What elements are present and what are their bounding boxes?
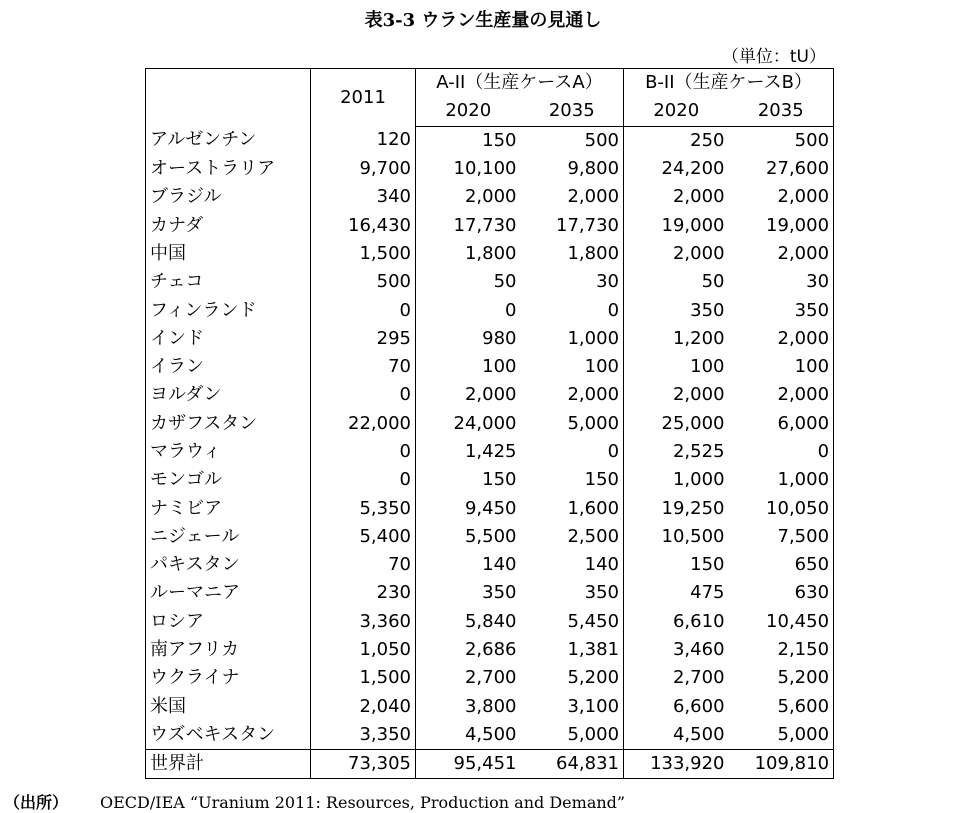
value-cell: 500 [729, 126, 834, 155]
value-cell: 3,350 [311, 721, 416, 750]
value-cell: 295 [311, 325, 416, 353]
value-cell: 2,000 [672, 186, 725, 208]
header-a-2020: 2020 [416, 97, 521, 126]
value-cell: 230 [311, 579, 416, 607]
value-cell: 2,700 [672, 667, 725, 689]
table-row [146, 438, 834, 466]
country-name: 世界計 [146, 750, 311, 779]
table-row [146, 579, 834, 607]
header-group-b: B-II（生産ケースB） [624, 69, 834, 98]
value-cell: 4,500 [672, 723, 725, 745]
country-name: フィンランド [146, 296, 311, 324]
value-cell: 6,000 [729, 410, 834, 438]
value-cell: 5,000 [521, 721, 624, 750]
value-cell: 100 [521, 353, 624, 381]
country-name: ウズベキスタン [146, 721, 311, 750]
value-cell: 22,000 [311, 410, 416, 438]
value-cell: 10,450 [729, 608, 834, 636]
table-row [146, 183, 834, 211]
value-cell: 133,920 [624, 750, 729, 779]
value-cell: 1,500 [311, 240, 416, 268]
table-row [146, 494, 834, 522]
value-cell: 25,000 [661, 412, 725, 434]
value-cell: 100 [729, 353, 834, 381]
value-cell: 2,000 [521, 381, 624, 409]
value-cell: 0 [311, 438, 416, 466]
value-cell: 6,610 [672, 610, 725, 632]
value-cell: 1,800 [464, 242, 517, 264]
table-row [146, 664, 834, 692]
value-cell: 350 [690, 299, 725, 321]
value-cell: 2,000 [521, 183, 624, 211]
value-cell: 0 [521, 438, 624, 466]
value-cell: 350 [521, 579, 624, 607]
country-name: カナダ [146, 211, 311, 239]
country-name: モンゴル [146, 466, 311, 494]
value-cell: 1,000 [672, 469, 725, 491]
value-cell: 250 [690, 129, 725, 151]
value-cell: 3,800 [464, 695, 517, 717]
value-cell: 2,000 [464, 384, 517, 406]
header-b-2035: 2035 [729, 97, 834, 126]
value-cell: 2,700 [464, 667, 517, 689]
value-cell: 2,000 [729, 381, 834, 409]
country-name: カザフスタン [146, 410, 311, 438]
value-cell: 95,451 [416, 750, 521, 779]
table-row [146, 353, 834, 381]
source-text: OECD/IEA “Uranium 2011: Resources, Production and Demand” [100, 793, 626, 812]
value-cell: 27,600 [729, 155, 834, 183]
value-cell: 0 [729, 438, 834, 466]
country-name: ロシア [146, 608, 311, 636]
value-cell: 30 [521, 268, 624, 296]
country-name: インド [146, 325, 311, 353]
table-row [146, 608, 834, 636]
value-cell: 340 [311, 183, 416, 211]
country-name: オーストラリア [146, 155, 311, 183]
country-name: ニジェール [146, 523, 311, 551]
value-cell: 3,360 [311, 608, 416, 636]
value-cell: 150 [482, 469, 517, 491]
value-cell: 70 [311, 551, 416, 579]
value-cell: 16,430 [311, 211, 416, 239]
value-cell: 475 [690, 582, 725, 604]
value-cell: 150 [521, 466, 624, 494]
value-cell: 0 [311, 466, 416, 494]
value-cell: 4,500 [464, 723, 517, 745]
table-row [146, 381, 834, 409]
value-cell: 100 [482, 356, 517, 378]
value-cell: 5,200 [521, 664, 624, 692]
value-cell: 5,200 [729, 664, 834, 692]
value-cell: 0 [505, 299, 517, 321]
value-cell: 6,600 [672, 695, 725, 717]
country-name: 南アフリカ [146, 636, 311, 664]
value-cell: 9,800 [521, 155, 624, 183]
value-cell: 24,000 [453, 412, 517, 434]
table-row [146, 721, 834, 750]
country-name: マラウィ [146, 438, 311, 466]
table-row [146, 268, 834, 296]
value-cell: 17,730 [453, 214, 517, 236]
value-cell: 30 [729, 268, 834, 296]
value-cell: 1,200 [672, 327, 725, 349]
value-cell: 650 [729, 551, 834, 579]
value-cell: 2,000 [464, 186, 517, 208]
value-cell: 0 [311, 381, 416, 409]
value-cell: 2,000 [672, 384, 725, 406]
value-cell: 2,686 [464, 639, 517, 661]
table-row [146, 126, 834, 155]
value-cell: 73,305 [311, 750, 416, 779]
value-cell: 350 [482, 582, 517, 604]
value-cell: 5,000 [729, 721, 834, 750]
value-cell: 2,000 [729, 240, 834, 268]
header-country-cell [146, 69, 311, 127]
country-name: イラン [146, 353, 311, 381]
table-row [146, 523, 834, 551]
value-cell: 7,500 [729, 523, 834, 551]
table-row [146, 296, 834, 324]
country-name: ヨルダン [146, 381, 311, 409]
value-cell: 2,000 [729, 183, 834, 211]
header-a-2035: 2035 [521, 97, 624, 126]
value-cell: 1,800 [521, 240, 624, 268]
value-cell: 70 [311, 353, 416, 381]
value-cell: 500 [311, 268, 416, 296]
value-cell: 0 [521, 296, 624, 324]
value-cell: 109,810 [729, 750, 834, 779]
value-cell: 140 [482, 554, 517, 576]
country-name: ルーマニア [146, 579, 311, 607]
header-group-a: A-II（生産ケースA） [416, 69, 624, 98]
value-cell: 9,700 [311, 155, 416, 183]
value-cell: 630 [729, 579, 834, 607]
value-cell: 10,050 [729, 494, 834, 522]
table-row [146, 211, 834, 239]
country-name: 中国 [146, 240, 311, 268]
header-b-2020: 2020 [624, 97, 729, 126]
value-cell: 100 [690, 356, 725, 378]
value-cell: 3,460 [672, 639, 725, 661]
value-cell: 2,040 [311, 693, 416, 721]
value-cell: 350 [729, 296, 834, 324]
table-row [146, 693, 834, 721]
value-cell: 5,350 [311, 494, 416, 522]
value-cell: 1,425 [464, 441, 517, 462]
value-cell: 150 [690, 554, 725, 576]
header-2011: 2011 [311, 69, 416, 127]
table-row [146, 636, 834, 664]
value-cell: 150 [482, 129, 517, 151]
value-cell: 64,831 [521, 750, 624, 779]
value-cell: 50 [701, 271, 725, 293]
value-cell: 980 [482, 327, 517, 349]
value-cell: 19,000 [729, 211, 834, 239]
value-cell: 1,600 [521, 494, 624, 522]
value-cell: 1,000 [729, 466, 834, 494]
value-cell: 3,100 [521, 693, 624, 721]
source-label: （出所） [4, 793, 69, 812]
value-cell: 5,600 [729, 693, 834, 721]
table-row [146, 466, 834, 494]
value-cell: 50 [493, 271, 517, 293]
value-cell: 1,050 [311, 636, 416, 664]
table-row [146, 240, 834, 268]
table-row [146, 551, 834, 579]
country-name: アルゼンチン [146, 126, 311, 155]
value-cell: 10,500 [661, 525, 725, 547]
value-cell: 5,840 [464, 610, 517, 632]
value-cell: 24,200 [661, 158, 725, 180]
value-cell: 2,000 [729, 325, 834, 353]
country-name: ナミビア [146, 494, 311, 522]
table-row [146, 155, 834, 183]
source-note [4, 790, 625, 813]
value-cell: 19,250 [661, 497, 725, 519]
value-cell: 10,100 [453, 158, 517, 180]
country-name: ウクライナ [146, 664, 311, 692]
value-cell: 2,500 [521, 523, 624, 551]
country-name: パキスタン [146, 551, 311, 579]
value-cell: 5,500 [464, 525, 517, 547]
value-cell: 19,000 [661, 214, 725, 236]
country-name: チェコ [146, 268, 311, 296]
table-title: 表3-3 ウラン生産量の見通し [364, 10, 602, 31]
value-cell: 17,730 [521, 211, 624, 239]
value-cell: 5,450 [521, 608, 624, 636]
value-cell: 1,381 [521, 636, 624, 664]
table-row [146, 410, 834, 438]
table-row [146, 325, 834, 353]
unit-label: （単位：tU） [721, 47, 826, 67]
value-cell: 120 [311, 126, 416, 155]
value-cell: 2,150 [729, 636, 834, 664]
value-cell: 1,000 [521, 325, 624, 353]
country-name: ブラジル [146, 183, 311, 211]
value-cell: 1,500 [311, 664, 416, 692]
uranium-production-table [145, 68, 834, 779]
country-name: 米国 [146, 693, 311, 721]
value-cell: 5,400 [311, 523, 416, 551]
value-cell: 140 [521, 551, 624, 579]
total-row [146, 750, 834, 779]
value-cell: 500 [521, 126, 624, 155]
value-cell: 2,525 [672, 441, 725, 462]
header-row-1 [146, 69, 834, 98]
value-cell: 5,000 [521, 410, 624, 438]
value-cell: 2,000 [672, 242, 725, 264]
value-cell: 0 [311, 296, 416, 324]
value-cell: 9,450 [464, 497, 517, 519]
